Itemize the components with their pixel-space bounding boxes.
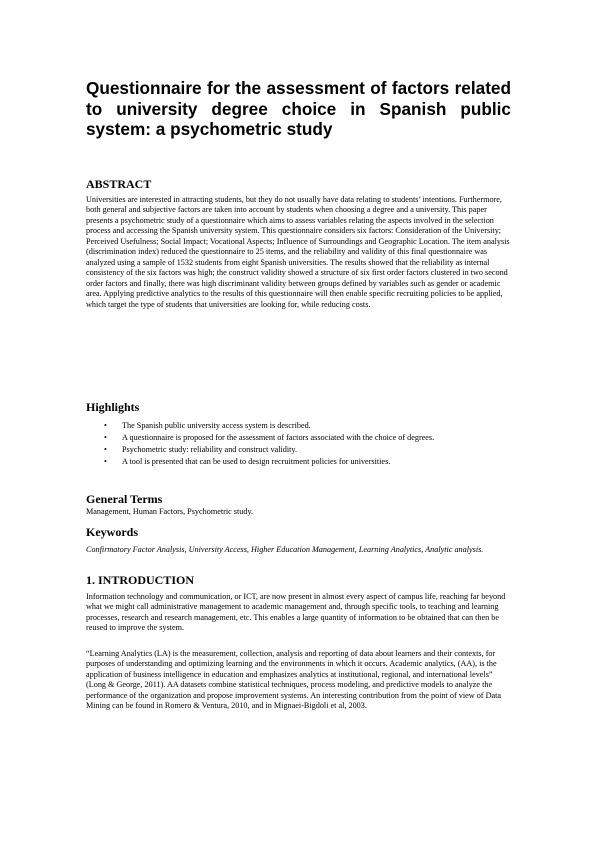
bullet-icon: • bbox=[104, 457, 107, 466]
general-terms-heading: General Terms bbox=[86, 492, 163, 506]
bullet-icon: • bbox=[104, 433, 107, 442]
bullet-icon: • bbox=[104, 421, 107, 430]
abstract-text: Universities are interested in attracting students, but they do not usually have data relating to students’ intentions. Furthermore, both general and subjective factors are taken into account by students when choosing a degree and a university. This paper presents a psychometric study of a questionnaire which aims to assess variables relating the aspects involved in the selection process and accessing the Spanish university system. This questionnaire considers six factors: Consideration of the University; Perceived Usefulness; Social Impact; Vocational Aspects; Influence of Surroundings and Geographic Location. The item analysis (discrimination index) reduced the questionnaire to 25 items, and the reliability and validity of this final questionnaire was analyzed using a sample of 1532 students from eight Spanish universities. The results showed that the reliability as internal consistency of the six factors was high; the construct validity showed a structure of six first order factors clustered in two second order factors and finally, there was high discriminant validity between groups defined by variables such as gender or academic area. Applying predictive analytics to the results of this questionnaire will then enable specific recruiting policies to be applied, which target the type of students that universities are looking for, while reducing costs. bbox=[86, 195, 510, 309]
highlight-item: • A tool is presented that can be used to design recruitment policies for universities. bbox=[104, 457, 391, 466]
highlight-item: • Psychometric study: reliability and construct validity. bbox=[104, 445, 298, 454]
general-terms-text: Management, Human Factors, Psychometric study. bbox=[86, 507, 254, 516]
bullet-icon: • bbox=[104, 445, 107, 454]
keywords-heading: Keywords bbox=[86, 525, 138, 539]
paper-title: Questionnaire for the assessment of factors related to university degree choice in Spanish public system: a psychometric study bbox=[86, 78, 511, 139]
introduction-heading: 1. INTRODUCTION bbox=[86, 573, 195, 587]
keywords-text: Confirmatory Factor Analysis, University Access, Higher Education Management, Learning Analytics, Analytic analysis. bbox=[86, 545, 484, 554]
introduction-paragraph-1: Information technology and communication, or ICT, are now present in almost every aspect of campus life, reaching far beyond what we might call administrative management to academic management and, through specific tools, to teaching and learning processes, research and research management, etc. This enables a large quantity of information to be obtained that can then be reused to improve the system. bbox=[86, 592, 506, 633]
abstract-heading: ABSTRACT bbox=[86, 177, 152, 191]
introduction-paragraph-2: “Learning Analytics (LA) is the measurement, collection, analysis and reporting of data about learners and their contexts, for purposes of understanding and optimizing learning and the environments in which it occurs. Academic analytics, (AA), is the application of business intelligence in education and emphasizes analytics at institutional, regional, and international levels” (Long & George, 2011). AA datasets combine statistical techniques, process modeling, and predictive models to analyze the performance of the organization and propose improvement systems. An interesting contribution from the point of view of Data Mining can be found in Romero & Ventura, 2010, and in Mignaei-Bigdoli et al, 2003. bbox=[86, 649, 502, 711]
highlight-item: • The Spanish public university access system is described. bbox=[104, 421, 311, 430]
highlight-item: • A questionnaire is proposed for the assessment of factors associated with the choice of degrees. bbox=[104, 433, 435, 442]
highlights-list bbox=[86, 420, 511, 468]
highlights-heading: Highlights bbox=[86, 400, 140, 414]
